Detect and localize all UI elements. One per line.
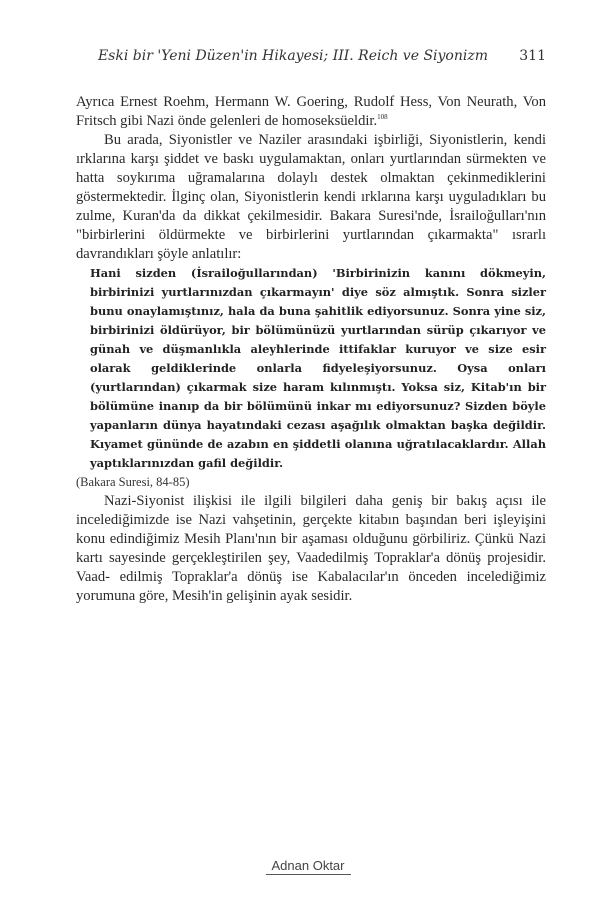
running-header	[76, 48, 546, 68]
paragraph-1	[76, 93, 546, 131]
main-text	[76, 93, 546, 606]
paragraph-3: Nazi-Siyonist ilişkisi ile ilgili bilgileri daha geniş bir bakış açısı ile incelediğimizde ise Nazi vahşetinin, gerçekte kitabın başından beri işleyişini konu edindiğimiz Mesih Planı'nın bir aşaması olduğunu görbiliriz. Çünkü Nazi kartı sayesinde gerçekleştirilen şey, Vaadedilmiş Topraklar'a dönüş projesidir. Vaad- edilmiş Topraklar'a dönüş ise Kabalacılar'ın önceden incelediğimiz yorumuna göre, Mesih'in gelişinin ayak sesidir.	[76, 493, 546, 604]
quran-quote: Hani sizden (İsrailoğullarından) 'Birbirinizin kanını dökmeyin, birbirinizi yurtlarınızdan çıkarmayın' diye söz almıştık. Sonra sizler bunu onaylamıştınız, hala da buna şahitlik ediyorsunuz. Sonra yine siz, birbirinizi öldürüyor, bir bölümünüzü yurtlarından sürüp çıkarıyor ve günah ve düşmanlıkla aleyhlerinde ittifaklar kuruyor ve size esir olarak geldiklerinde onlarla fidyeleşiyorsunuz. Oysa onları (yurtlarından) çıkarmak size haram kılınmıştı. Yoksa siz, Kitab'ın bir bölümüne inanıp da bir bölümünü inkar mı ediyorsunuz? Sizden böyle yapanların dünya hayatındaki cezası aşağılık olmaktan başka değildir. Kıyamet gününde de azabın en şiddetli olanına uğratılacaklardır. Allah yaptıklarınızdan gafil değildir.	[90, 266, 546, 470]
header-title: Eski bir 'Yeni Düzen'in Hikayesi; III. Reich ve Siyonizm	[97, 48, 488, 64]
running-footer	[0, 855, 616, 875]
page-number: 311	[519, 48, 546, 64]
quote-source: (Bakara Suresi, 84-85)	[76, 475, 190, 489]
footnote-reference: 108	[377, 113, 388, 122]
paragraph-1-text: Ayrıca Ernest Roehm, Hermann W. Goering, Rudolf Hess, Von Neurath, Von Fritsch gibi Nazi önde gelenleri de homoseksüeldir.	[76, 94, 546, 129]
footer-author: Adnan Oktar	[266, 858, 351, 875]
paragraph-2: Bu arada, Siyonistler ve Naziler arasındaki işbirliği, Siyonistlerin, kendi ırklarına karşı şiddet ve baskı uygulamaktan, onları yurtlarından sürmekten ve hatta soykırıma uğramalarına dolaylı destek olmaktan çekinmediklerini göstermektedir. İlginç olan, Siyonistlerin kendi ırklarına karşı uyguladıkları bu zulme, Kuran'da da dikkat çekilmesidir. Bakara Suresi'nde, İsrailoğulları'nın "birbirlerini öldürmekte ve birbirlerini yurtlarından çıkarmakta" ısrarlı davrandıkları şöyle anlatılır:	[76, 132, 546, 262]
